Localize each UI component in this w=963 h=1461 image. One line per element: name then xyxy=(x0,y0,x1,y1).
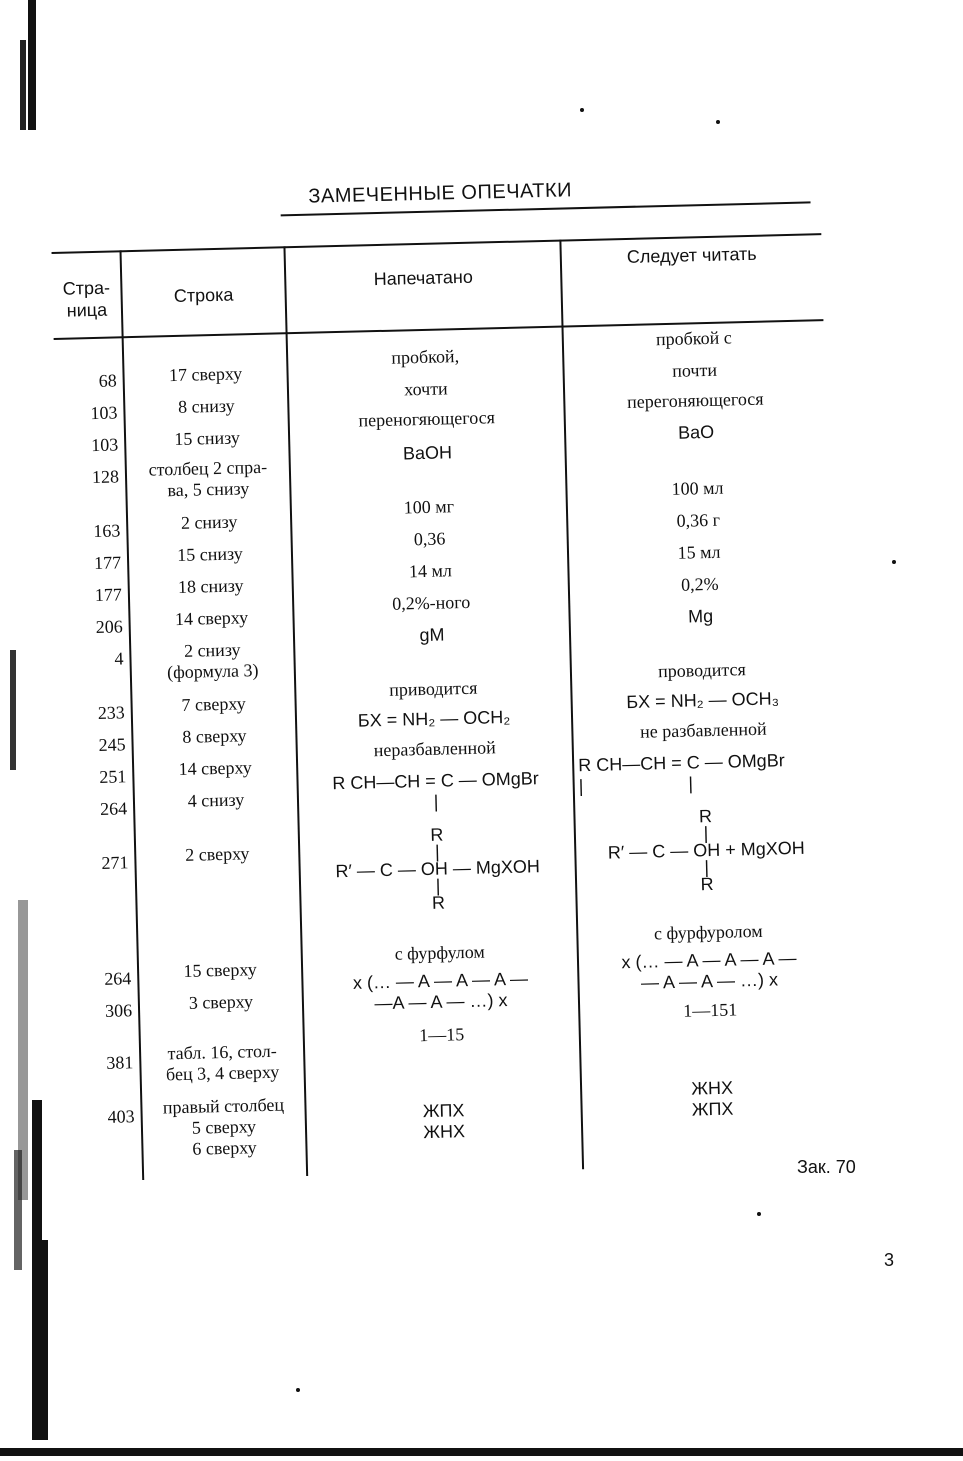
scan-edge-shadow xyxy=(0,0,48,1456)
row-printed: неразбавленной xyxy=(373,737,496,761)
row-page: 68 xyxy=(98,370,117,391)
row-line: табл. 16, стол- бец 3, 4 сверху xyxy=(165,1040,280,1085)
row-formula-printed: R | R′ — C — OH — MgXOH | R xyxy=(335,824,541,913)
row-page: 103 xyxy=(90,434,119,456)
row-printed: gM xyxy=(419,624,445,646)
row-page: 381 xyxy=(106,1052,134,1073)
row-correct: пробкой с xyxy=(655,327,732,350)
errata-sheet xyxy=(50,171,854,1190)
row-page: 163 xyxy=(93,520,121,542)
row-line: 17 сверху xyxy=(168,363,243,386)
row-printed: 0,36 xyxy=(413,528,446,550)
row-printed: BaOH xyxy=(402,442,453,464)
scan-speck xyxy=(716,120,720,124)
row-line: 14 сверху xyxy=(178,757,253,780)
row-correct: 0,2% xyxy=(680,573,719,595)
row-correct: 1—151 xyxy=(682,999,738,1021)
row-page: 177 xyxy=(93,552,122,574)
row-line: 15 снизу xyxy=(174,427,241,450)
row-page: 264 xyxy=(104,968,132,989)
scan-speck xyxy=(580,108,584,112)
row-line: столбец 2 спра- ва, 5 снизу xyxy=(148,456,268,501)
row-printed: 100 мг xyxy=(403,496,455,518)
row-correct: 100 мл xyxy=(671,477,724,499)
row-line: 14 сверху xyxy=(174,607,249,630)
scan-edge-bottom xyxy=(0,1448,963,1456)
header-should-read: Следует читать xyxy=(626,243,757,267)
row-formula-correct: R CH—CH = C — OMgBr | | xyxy=(577,750,785,797)
row-printed: 1—15 xyxy=(419,1024,465,1046)
row-printed: хочти xyxy=(404,378,448,400)
row-printed: пробкой, xyxy=(391,346,460,368)
row-line: 15 снизу xyxy=(176,543,243,565)
row-line: 18 снизу xyxy=(177,575,244,597)
row-page: 306 xyxy=(104,1000,133,1021)
row-page: 103 xyxy=(90,402,118,424)
row-page: 251 xyxy=(99,766,127,787)
row-correct: не разбавленной xyxy=(639,718,767,742)
row-correct: проводится xyxy=(657,659,746,682)
page-title: ЗАМЕЧЕННЫЕ ОПЕЧАТКИ xyxy=(308,179,573,208)
row-formula-correct: x (… — A — A — A — — A — A — …) x xyxy=(621,947,797,993)
scan-speck xyxy=(892,560,896,564)
row-correct: почти xyxy=(672,359,718,381)
row-printed: ЖПХ ЖНХ xyxy=(422,1100,466,1143)
order-number: Зак. 70 xyxy=(797,1157,856,1177)
row-line: 4 снизу xyxy=(187,789,245,811)
row-formula-correct: R | R′ — C — OH + MgXOH | R xyxy=(607,806,805,895)
row-printed: переногяющегося xyxy=(358,407,496,431)
row-page: 206 xyxy=(95,616,123,638)
header-line: Строка xyxy=(173,284,234,307)
row-page: 128 xyxy=(91,466,120,488)
row-correct: 15 мл xyxy=(677,541,721,563)
row-line: 2 снизу (формула 3) xyxy=(166,639,259,683)
row-line: 8 сверху xyxy=(182,725,247,747)
header-printed: Напечатано xyxy=(373,266,474,290)
page-number: 3 xyxy=(884,1250,895,1270)
row-line: 15 сверху xyxy=(183,959,257,981)
row-printed: 0,2%-ного xyxy=(391,591,471,614)
row-correct: ЖНХ ЖПХ xyxy=(691,1077,734,1120)
row-line: 2 сверху xyxy=(184,843,250,865)
row-correct: BaO xyxy=(677,421,715,443)
row-page: 245 xyxy=(98,734,126,755)
row-page: 403 xyxy=(107,1106,135,1127)
row-line: правый столбец 5 сверху 6 сверху xyxy=(162,1094,285,1159)
row-line: 7 сверху xyxy=(181,693,246,715)
row-page: 264 xyxy=(99,798,128,819)
scan-edge-left xyxy=(0,0,48,1456)
row-correct: с фурфуролом xyxy=(653,920,763,944)
row-page: 271 xyxy=(101,852,129,873)
row-printed: БX = NH₂ — OCH₂ xyxy=(357,706,511,731)
row-correct: БX = NH₂ — OCH₃ xyxy=(626,688,780,713)
row-correct: Mg xyxy=(687,605,714,627)
scan-speck xyxy=(757,1212,761,1216)
header-page: Стра- ница xyxy=(62,277,111,321)
row-correct: перегоняющегося xyxy=(626,388,764,412)
row-printed: 14 мл xyxy=(408,560,453,582)
row-printed: с фурфулом xyxy=(394,941,486,964)
row-printed: приводится xyxy=(388,677,478,700)
row-page: 233 xyxy=(97,702,126,723)
row-formula-printed: x (… — A — A — A — —A — A — …) x xyxy=(352,968,529,1014)
row-line: 2 снизу xyxy=(180,511,238,533)
row-page: 177 xyxy=(94,584,123,606)
row-line: 3 сверху xyxy=(188,991,254,1013)
row-line: 8 снизу xyxy=(177,395,235,417)
row-formula-printed: R CH—CH = C — OMgBr | xyxy=(332,768,540,812)
row-page: 4 xyxy=(114,648,124,669)
scan-speck xyxy=(296,1388,300,1392)
row-correct: 0,36 г xyxy=(676,509,721,531)
